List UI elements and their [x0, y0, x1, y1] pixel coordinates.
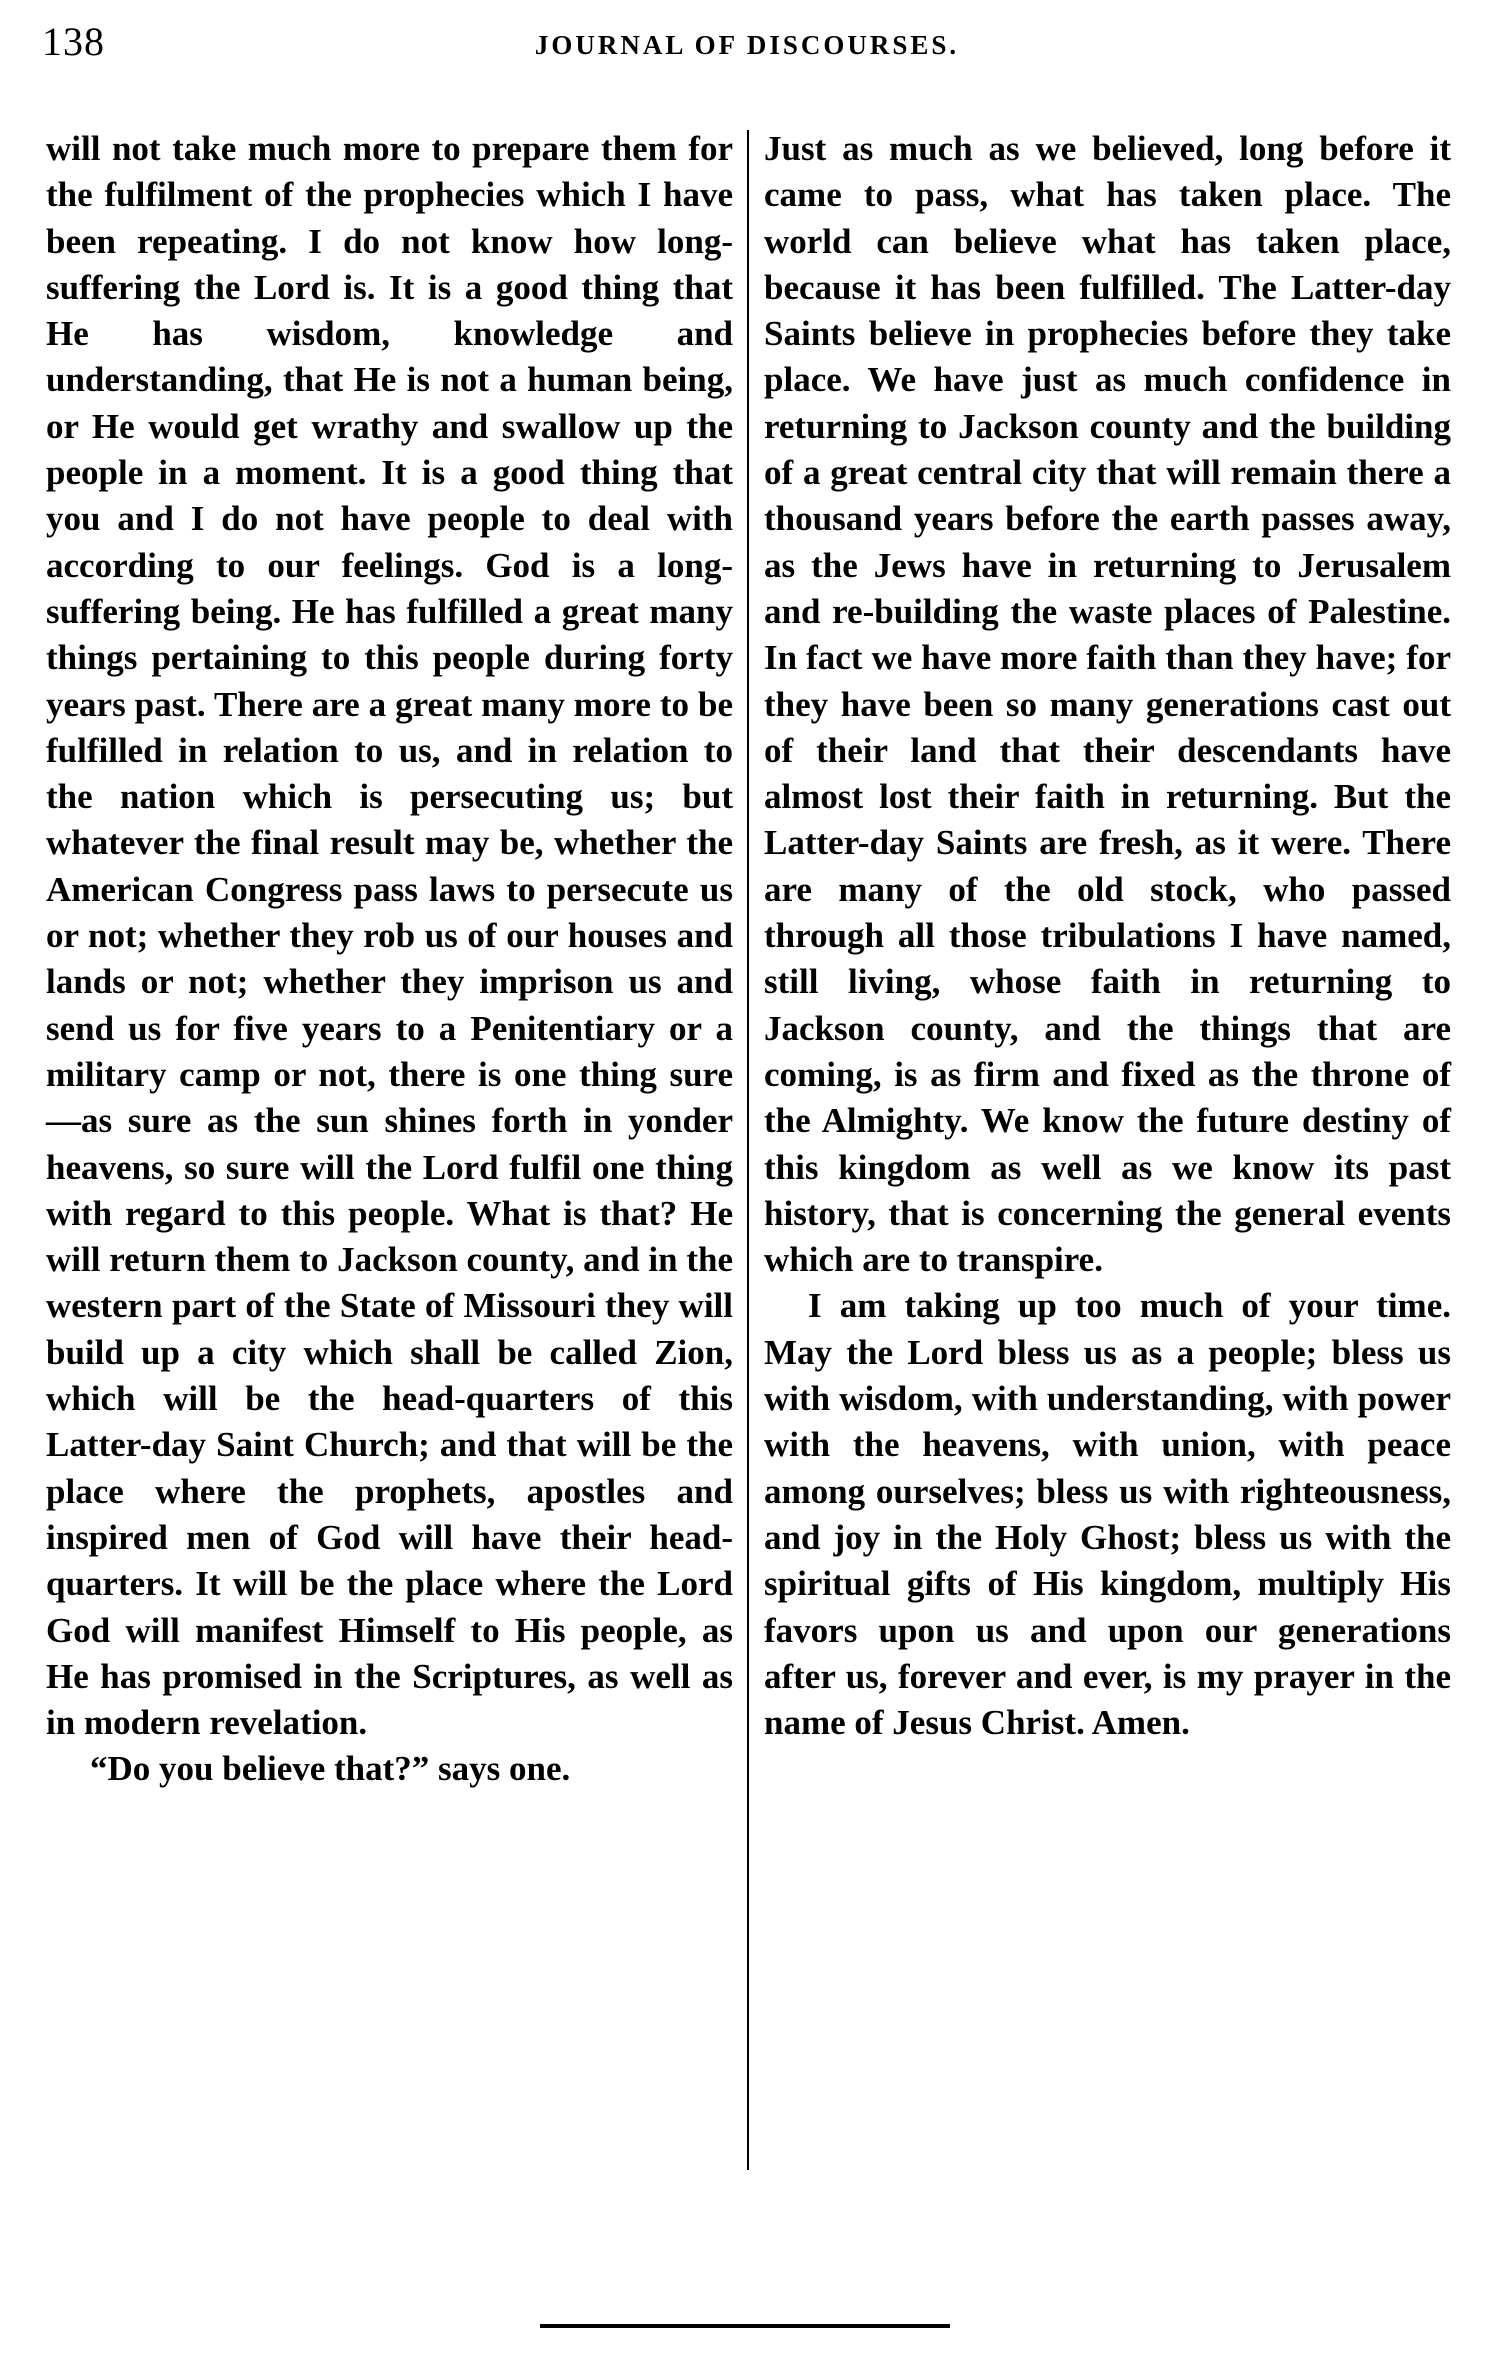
- right-column: [764, 126, 1451, 1746]
- left-paragraph-1: will not take much more to prepare them for the fulfilment of the prophecies which I have been repeating. I do not know how long-suffering the Lord is. It is a good thing that He has wisdom, knowledge and understanding, that He is not a human being, or He would get wrathy and swallow up the people in a moment. It is a good thing that you and I do not have people to deal with according to our feelings. God is a long-suffering being. He has fulfilled a great many things pertaining to this people during forty years past. There are a great many more to be fulfilled in relation to us, and in relation to the nation which is persecuting us; but whatever the final result may be, whether the American Congress pass laws to persecute us or not; whether they rob us of our houses and lands or not; whether they imprison us and send us for five years to a Penitentiary or a military camp or not, there is one thing sure—as sure as the sun shines forth in yonder heavens, so sure will the Lord fulfil one thing with regard to this people. What is that? He will return them to Jackson county, and in the western part of the State of Missouri they will build up a city which shall be called Zion, which will be the head-quarters of this Latter-day Saint Church; and that will be the place where the prophets, apostles and inspired men of God will have their head-quarters. It will be the place where the Lord God will manifest Himself to His people, as He has promised in the Scriptures, as well as in modern revelation.: [46, 129, 733, 1743]
- left-paragraph-2: “Do you believe that?” says one.: [90, 1749, 571, 1789]
- right-paragraph-1: Just as much as we believed, long before it came to pass, what has taken place. The world can believe what has taken place, because it has been fulfilled. The Latter-day Saints believe in prophecies before they take place. We have just as much confidence in returning to Jackson county and the building of a great central city that will remain there a thousand years before the earth passes away, as the Jews have in returning to Jerusalem and re-building the waste places of Palestine. In fact we have more faith than they have; for they have been so many generations cast out of their land that their descendants have almost lost their faith in returning. But the Latter-day Saints are fresh, as it were. There are many of the old stock, who passed through all those tribulations I have named, still living, whose faith in returning to Jackson county, and the things that are coming, is as firm and fixed as the throne of the Almighty. We know the future destiny of this kingdom as well as we know its past history, that is concerning the general events which are to transpire.: [764, 129, 1451, 1280]
- right-paragraph-2: I am taking up too much of your time. May the Lord bless us as a people; bless us with wisdom, with understanding, with power with the heavens, with union, with peace among ourselves; bless us with righteousness, and joy in the Holy Ghost; bless us with the spiritual gifts of His kingdom, multiply His favors upon us and upon our generations after us, forever and ever, is my prayer in the name of Jesus Christ. Amen.: [764, 1286, 1451, 1743]
- page-number: 138: [42, 19, 105, 64]
- page-header: [42, 18, 1452, 78]
- footer-rule: [540, 2324, 950, 2328]
- left-column: [46, 126, 733, 1793]
- running-head: JOURNAL OF DISCOURSES.: [534, 30, 960, 60]
- column-divider: [747, 130, 749, 2170]
- text-columns: [46, 126, 1451, 2186]
